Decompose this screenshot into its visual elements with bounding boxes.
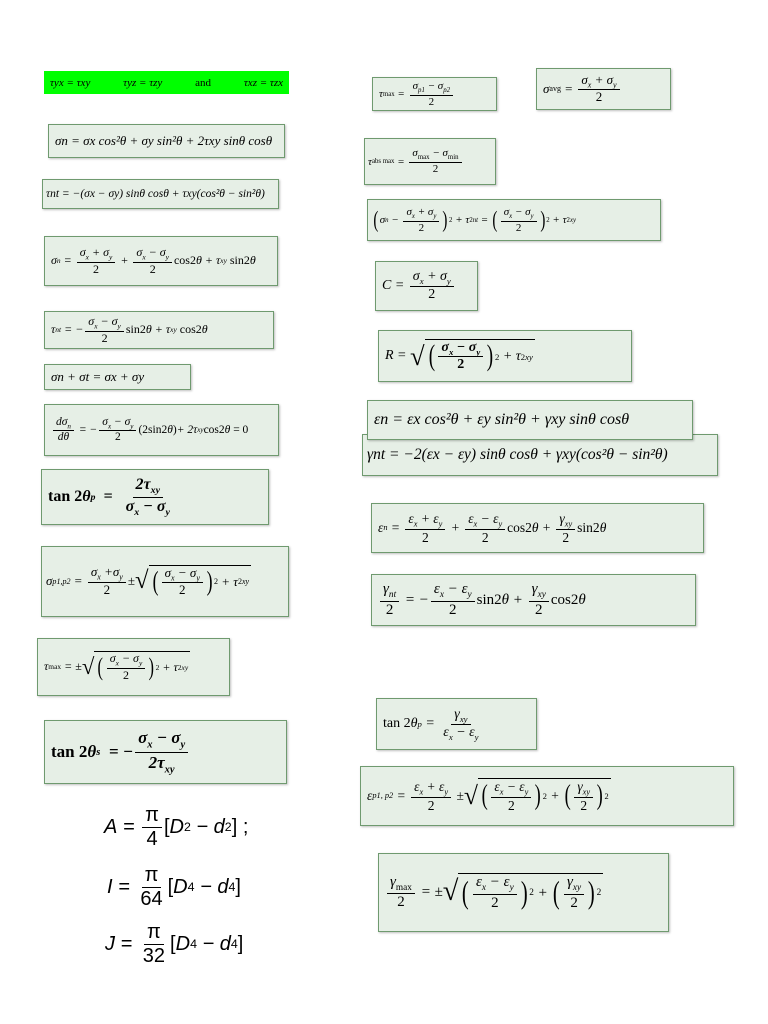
strain-principal-angle-formula: tan 2 θ p = $\frac{\gamma_{xy}}{\varepsilon_x - \varepsilon_y}$ <box>376 698 537 750</box>
and-label: and <box>195 76 212 89</box>
stress-invariant-formula <box>44 364 191 390</box>
sigma-avg-formula: σ avg = $\frac{\sigma_x + \sigma_y}{2}$ <box>536 68 671 110</box>
tau-abs-max-formula: τ abs max = $\frac{\sigma_{max} - \sigma_{min}}{2}$ <box>364 138 496 185</box>
tau-max-principal-formula: τ max = $\frac{\sigma_{p1} - \sigma_{p2}}{2}$ <box>372 77 497 111</box>
principal-angle-formula: tan 2 θ p = $\frac{2\tau_{xy}}{\sigma_x - \sigma_y}$ <box>41 469 269 525</box>
normal-strain-double-angle-formula: ε n = $\frac{\varepsilon_x + \varepsilon_y}{2}$ + $\frac{\varepsilon_x - \varepsilon_y}{2}$ cos2 θ + $\frac{\gamma_{xy}}{2}$ sin2 θ <box>371 503 704 553</box>
symmetry-yz: τyz = τzy <box>123 76 163 89</box>
normal-stress-formula <box>48 124 285 158</box>
normal-stress-text: σn = σx cos²θ + σy sin²θ + 2τxy sinθ cosθ <box>55 133 273 148</box>
normal-strain-text: εn = εx cos²θ + εy sin²θ + γxy sinθ cosθ <box>374 411 630 428</box>
center-formula: C = $\frac{\sigma_x + \sigma_y}{2}$ <box>375 261 478 311</box>
mohr-circle-formula: ( σ n − $\frac{\sigma_x + \sigma_y}{2}$ ) 2 + τ 2 nt = ( $\frac{\sigma_x - \sigma_y}{2}$ ) 2 + τ 2 xy <box>367 199 661 241</box>
shear-strain-formula <box>362 434 718 476</box>
shear-angle-formula: tan 2 θ s = − $\frac{\sigma_x - \sigma_y}{2\tau_{xy}}$ <box>44 720 287 784</box>
principal-strains-formula: ε p1, p2 = $\frac{\varepsilon_x + \varepsilon_y}{2}$ ± √ ( $\frac{\varepsilon_x - \varepsilon_y}{2}$ ) 2 + ( $\frac{\gamma_{xy}}{2}$ ) 2 <box>360 766 734 826</box>
area-formula: A = $\frac{\pi}{4}$ [ D 2 − d 2 ] ; <box>104 803 249 850</box>
shear-stress-formula <box>42 179 279 209</box>
radius-formula: R = √ ( $\frac{\sigma_x - \sigma_y}{2}$ ) 2 + τ 2 xy <box>378 330 632 382</box>
shear-stress-text: τnt = −(σx − σy) sinθ cosθ + τxy(cos²θ − sin²θ) <box>46 188 265 200</box>
symmetry-xz: τxz = τzx <box>243 76 283 89</box>
polar-moment-formula: J = $\frac{\pi}{32}$ [ D 4 − d 4 ] <box>105 920 244 967</box>
invariant-text: σn + σt = σx + σy <box>51 369 145 384</box>
shear-strain-double-angle-formula: $\frac{\gamma_{nt}}{2}$ = − $\frac{\varepsilon_x - \varepsilon_y}{2}$ sin2 θ + $\frac{\gamma_{xy}}{2}$ cos2 θ <box>371 574 696 626</box>
max-shear-formula: τ max = ± √ ( $\frac{\sigma_x - \sigma_y}{2}$ ) 2 + τ 2 xy <box>37 638 230 696</box>
shear-strain-text: γnt = −2(εx − εy) sinθ cosθ + γxy(cos²θ − sin²θ) <box>367 446 668 463</box>
principal-stresses-formula: σ p1,p2 = $\frac{\sigma_x +\sigma_y}{2}$ ± √ ( $\frac{\sigma_x - \sigma_y}{2}$ ) 2 + τ 2 xy <box>41 546 289 617</box>
normal-stress-double-angle-formula: σ n = $\frac{\sigma_x + \sigma_y}{2}$ + $\frac{\sigma_x - \sigma_y}{2}$ cos 2 θ + τ xy sin 2 θ <box>44 236 278 286</box>
symmetry-xy: τyx = τxy <box>50 76 91 89</box>
normal-strain-formula <box>367 400 693 440</box>
shear-stress-double-angle-formula: τ nt = − $\frac{\sigma_x - \sigma_y}{2}$ sin 2 θ + τ xy cos 2 θ <box>44 311 274 349</box>
derivative-formula: $\frac{d\sigma_n}{d\theta}$ = − $\frac{\sigma_x - \sigma_y}{2}$ (2sin2 θ ) + 2τ xy cos2 θ = 0 <box>44 404 279 456</box>
max-shear-strain-formula: $\frac{\gamma_{max}}{2}$ = ± √ ( $\frac{\varepsilon_x - \varepsilon_y}{2}$ ) 2 + ( $\frac{\gamma_{xy}}{2}$ ) 2 <box>378 853 669 932</box>
symmetry-formula <box>44 71 289 94</box>
moment-of-inertia-formula: I = $\frac{\pi}{64}$ [ D 4 − d 4 ] <box>107 863 241 910</box>
